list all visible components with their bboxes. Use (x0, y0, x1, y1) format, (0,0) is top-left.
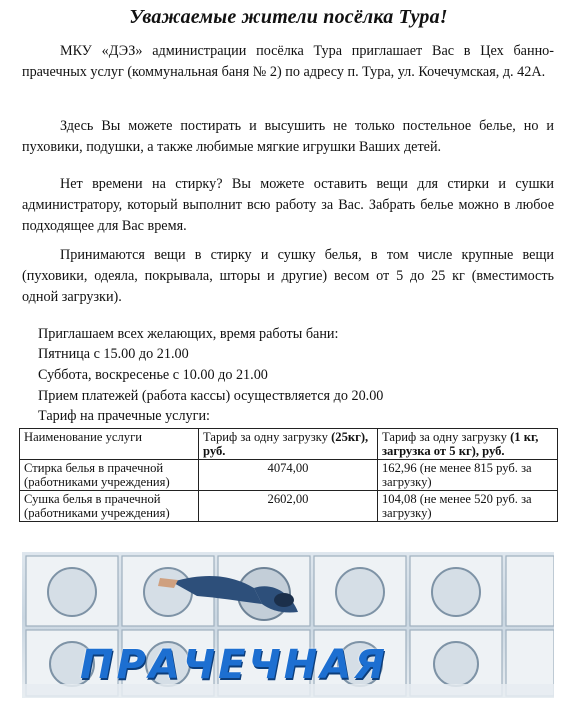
header-emphasis: (1 кг, загрузка от 5 кг), руб. (382, 430, 539, 458)
paragraph-services: Здесь Вы можете постирать и высушить не только постельное белье, но и пуховики, подушки, а также любимые мягкие игрушки Ваших детей. (22, 118, 554, 155)
schedule-payments: Прием платежей (работа кассы) осуществляется до 20.00 (38, 388, 384, 404)
table-header-row (20, 429, 558, 460)
schedule-friday: Пятница с 15.00 до 21.00 (38, 346, 189, 362)
per-kg-cell: 162,96 (не менее 815 руб. за загрузку) (378, 460, 558, 491)
table-row (20, 460, 558, 491)
paragraph-administrator: Нет времени на стирку? Вы можете оставить вещи для стирки и сушки администратору, который выполнит всю работу за Вас. Забрать белье можно в любое подходящее для Вас время. (22, 176, 554, 234)
tariff-table (19, 428, 558, 522)
table-header-cell: Наименование услуги (20, 429, 199, 460)
paragraph-accepted-items: Принимаются вещи в стирку и сушку белья, в том числе крупные вещи (пуховики, одеяла, покрывала, шторы и другие) весом от 5 до 25 кг (вместимость одной загрузки). (22, 247, 554, 305)
schedule-weekend: Суббота, воскресенье с 10.00 до 21.00 (38, 367, 268, 383)
header-emphasis: (25кг), руб. (203, 430, 369, 458)
laundry-banner-image (22, 552, 554, 698)
service-name-cell: Сушка белья в прачечной (работниками учреждения) (20, 491, 199, 522)
paragraph-invitation: МКУ «ДЭЗ» администрации посёлка Тура приглашает Вас в Цех банно-прачечных услуг (коммунальная баня № 2) по адресу п. Тура, ул. Кочечумская, д. 42А. (22, 43, 554, 80)
price-cell: 4074,00 (199, 460, 378, 491)
price-cell: 2602,00 (199, 491, 378, 522)
table-row (20, 491, 558, 522)
service-name-cell: Стирка белья в прачечной (работниками учреждения) (20, 460, 199, 491)
schedule-intro: Приглашаем всех желающих, время работы бани: (38, 326, 339, 342)
tariff-label: Тариф на прачечные услуги: (38, 408, 210, 424)
table-header-cell: Тариф за одну загрузку (25кг), руб. (199, 429, 378, 460)
per-kg-cell: 104,08 (не менее 520 руб. за загрузку) (378, 491, 558, 522)
page-title: Уважаемые жители посёлка Тура! (129, 6, 448, 28)
laundry-logo-text: ПРАЧЕЧНАЯ (80, 642, 388, 688)
table-header-cell: Тариф за одну загрузку (1 кг, загрузка от 5 кг), руб. (378, 429, 558, 460)
